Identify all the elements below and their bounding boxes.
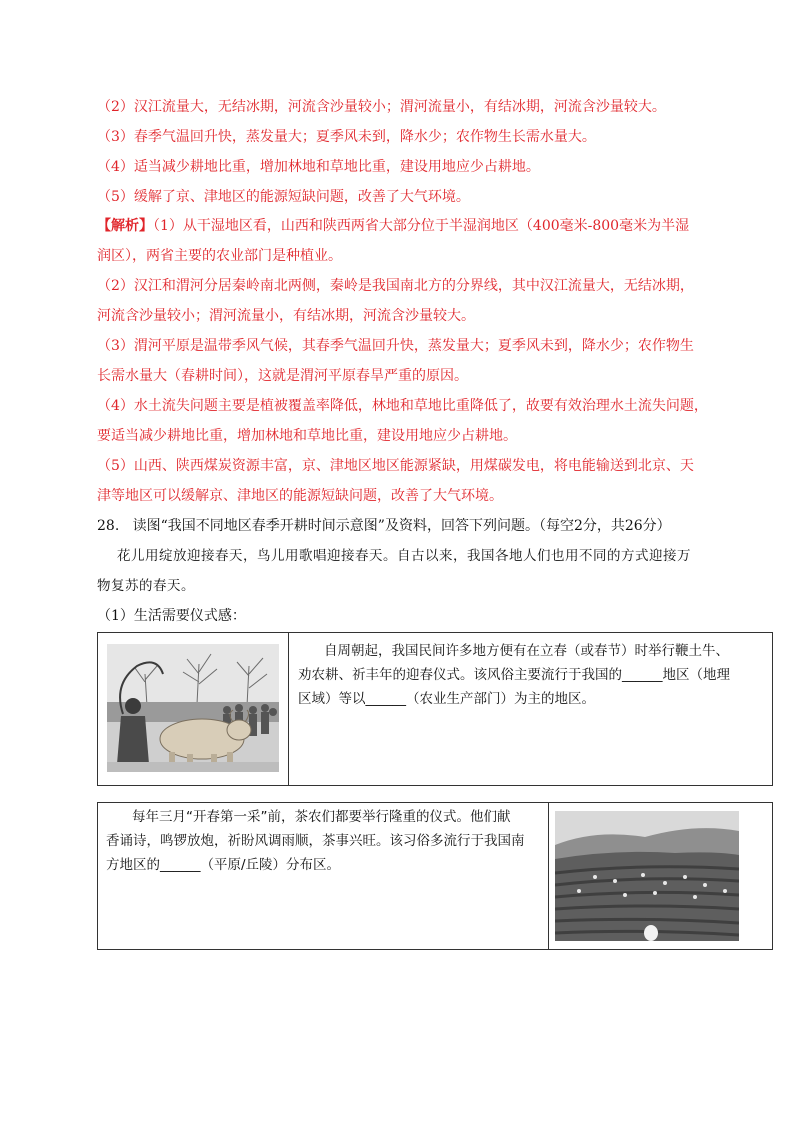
ox-text-line-3: 区域）等以______（农业生产部门）为主的地区。 (298, 691, 595, 707)
ox-text-line-1: 自周朝起，我国民间许多地方便有在立春（或春节）时举行鞭土牛、 (324, 643, 729, 659)
analysis-line-6: 长需水量大（春耕时间），这就是渭河平原春旱严重的原因。 (97, 368, 468, 384)
tea-text-line-3: 方地区的______（平原/丘陵）分布区。 (106, 857, 341, 873)
question-number: 28. (97, 518, 120, 534)
question-text: 读图“我国不同地区春季开耕时间示意图”及资料，回答下列问题。（每空2分，共26分） (132, 518, 671, 534)
box1-divider (288, 633, 289, 785)
question-stem (97, 516, 671, 536)
sub-question-1: （1）生活需要仪式感： (97, 608, 246, 624)
analysis-line-5: （3）渭河平原是温带季风气候，其春季气温回升快，蒸发量大；夏季风未到，降水少；农作物生 (97, 338, 694, 354)
answer-5: （5）缓解了京、津地区的能源短缺问题，改善了大气环境。 (97, 189, 470, 205)
passage-line-1: 花儿用绽放迎接春天，鸟儿用歌唱迎接春天。自古以来，我国各地人们也用不同的方式迎接万 (117, 548, 691, 564)
analysis-tag: 【解析】 (97, 218, 153, 234)
ox-ceremony-text (298, 639, 768, 711)
tea-text-line-2: 香诵诗，鸣锣放炮，祈盼风调雨顺，茶事兴旺。该习俗多流行于我国南 (106, 833, 525, 849)
passage-line-2: 物复苏的春天。 (97, 578, 195, 594)
tea-text-line-1: 每年三月“开春第一采”前，茶农们都要举行隆重的仪式。他们献 (132, 809, 511, 825)
tea-ceremony-text (106, 805, 546, 877)
tea-plantation-photo (555, 811, 739, 941)
answer-3: （3）春季气温回升快，蒸发量大；夏季风未到，降水少；农作物生长需水量大。 (97, 129, 596, 145)
analysis-text: （1）从干湿地区看，山西和陕西两省大部分位于半湿润地区（400毫米-800毫米为半湿 (153, 218, 690, 234)
tea-plantation-image (555, 811, 739, 941)
analysis-line-10: 津等地区可以缓解京、津地区的能源短缺问题，改善了大气环境。 (97, 488, 503, 504)
answer-4: （4）适当减少耕地比重，增加林地和草地比重，建设用地应少占耕地。 (97, 159, 540, 175)
analysis-line-3: （2）汉江和渭河分居秦岭南北两侧，秦岭是我国南北方的分界线，其中汉江流量大，无结冰期， (97, 278, 694, 294)
tea-ceremony-box (97, 802, 773, 950)
ox-text-line-2: 劝农耕、祈丰年的迎春仪式。该风俗主要流行于我国的______地区（地理 (298, 667, 730, 683)
ox-ceremony-image (107, 644, 279, 772)
analysis-line-1 (97, 216, 689, 236)
ox-ceremony-box (97, 632, 773, 786)
analysis-line-7: （4）水土流失问题主要是植被覆盖率降低，林地和草地比重降低了，故要有效治理水土流失问题， (97, 398, 708, 414)
analysis-line-9: （5）山西、陕西煤炭资源丰富，京、津地区地区能源紧缺，用煤碳发电，将电能输送到北京、天 (97, 458, 694, 474)
box2-divider (548, 803, 549, 949)
analysis-line-2: 润区），两省主要的农业部门是种植业。 (97, 248, 342, 264)
answer-2: （2）汉江流量大，无结冰期，河流含沙量较小；渭河流量小，有结冰期，河流含沙量较大。 (97, 99, 666, 115)
analysis-line-8: 要适当减少耕地比重，增加林地和草地比重，建设用地应少占耕地。 (97, 428, 517, 444)
ox-ceremony-photo (107, 644, 279, 772)
analysis-line-4: 河流含沙量较小；渭河流量小，有结冰期，河流含沙量较大。 (97, 308, 475, 324)
